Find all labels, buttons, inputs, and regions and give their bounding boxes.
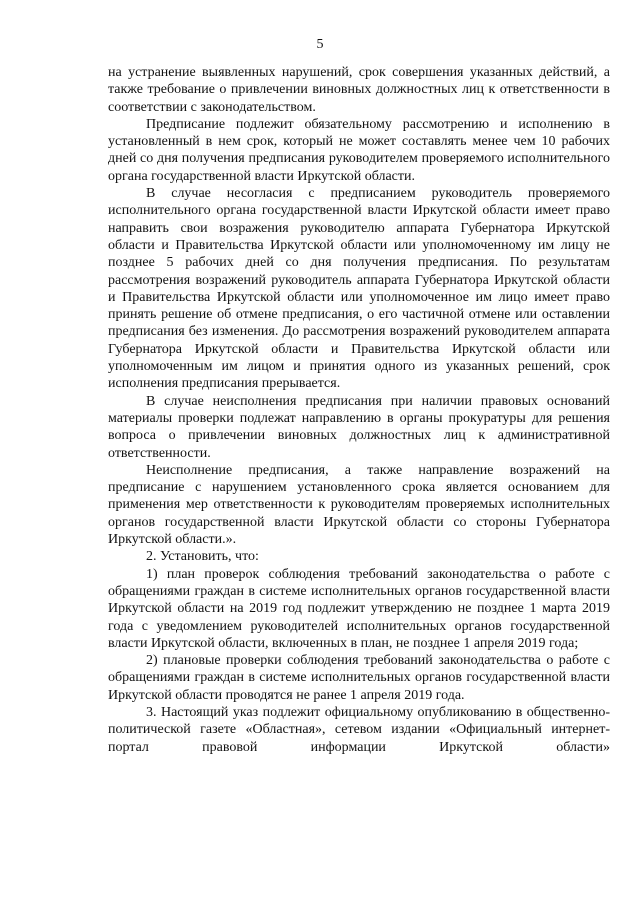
paragraph: 2. Установить, что: [146,549,259,565]
paragraph: Неисполнение предписания, а также направление возражений на предписание с нарушением установленного срока является основанием для применения мер ответственности к руководителям проверяемых исполнительных органов государственной власти Иркутской области со стороны Губернатора Иркутской области.». [108,462,610,548]
paragraph: 3. Настоящий указ подлежит официальному опубликованию в общественно-политической газете «Областная», сетевом издании «Официальный интернет-портал правовой информации Иркутской области» [108,704,610,755]
document-body [108,64,610,756]
paragraph: Предписание подлежит обязательному рассмотрению и исполнению в установленный в нем срок, который не может составлять менее чем 10 рабочих дней со дня получения предписания руководителем проверяемого исполнительного органа государственной власти Иркутской области. [108,116,610,184]
paragraph: на устранение выявленных нарушений, срок совершения указанных действий, а также требование о привлечении виновных должностных лиц к ответственности в соответствии с законодательством. [108,65,610,115]
paragraph: 2) плановые проверки соблюдения требований законодательства о работе с обращениями граждан в системе исполнительных органов государственной власти Иркутской области проводятся не ранее 1 апреля 2019 года. [108,653,610,703]
page-number: 5 [316,37,324,52]
paragraph: В случае неисполнения предписания при наличии правовых оснований материалы проверки подлежат направлению в органы прокуратуры для решения вопроса о привлечении виновных должностных лиц к административной ответственности. [108,393,610,461]
paragraph: 1) план проверок соблюдения требований законодательства о работе с обращениями граждан в системе исполнительных органов государственной власти Иркутской области на 2019 год подлежит утверждению не позднее 1 марта 2019 года с уведомлением руководителей исполнительных органов государственной власти Иркутской области, включенных в план, не позднее 1 апреля 2019 года; [108,566,610,651]
paragraph: В случае несогласия с предписанием руководитель проверяемого исполнительного органа государственной власти Иркутской области имеет право направить свои возражения руководителю аппарата Губернатора Иркутской области и Правительства Иркутской области или уполномоченному им лицу не позднее 5 рабочих дней со дня получения предписания. По результатам рассмотрения возражений руководитель аппарата Губернатора Иркутской области и Правительства Иркутской области или уполномоченное им лицо имеет право принять решение об отмене предписания, о его частичной отмене или оставлении предписания без изменения. До рассмотрения возражений руководителем аппарата Губернатора Иркутской области и Правительства Иркутской области или уполномоченным им лицом и принятия одного из указанных решений, срок исполнения предписания прерывается. [108,186,610,392]
